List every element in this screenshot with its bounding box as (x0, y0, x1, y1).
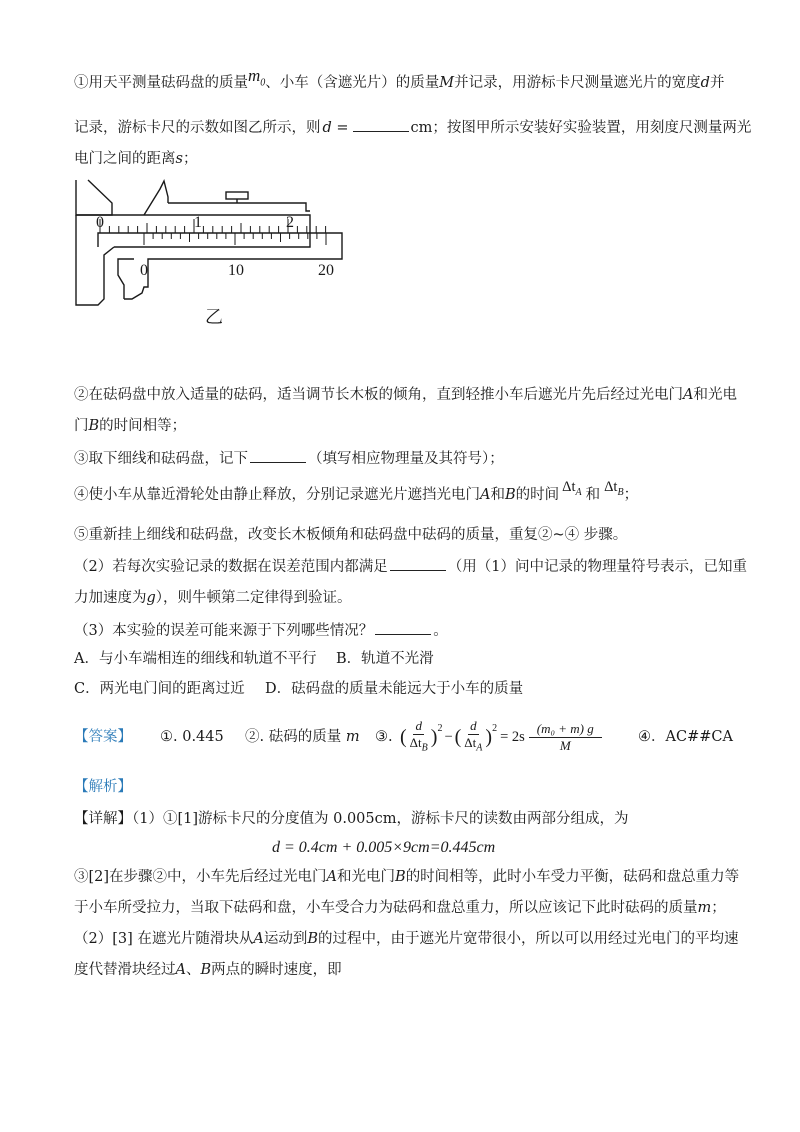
text: cm；按图甲所示安装好实验装置，用刻度尺测量两光 (410, 120, 752, 136)
q2-line2 (74, 588, 352, 608)
answer-blank (250, 448, 306, 463)
answer-blank (353, 117, 409, 132)
vernier-scale-label: 10 (228, 262, 244, 279)
sub: B (421, 742, 428, 754)
B-symbol: B (504, 487, 516, 503)
A-symbol: A (175, 962, 186, 978)
num: (m₀ + m) g (529, 721, 602, 738)
text: 两点的瞬时速度，即 (211, 962, 342, 978)
A-symbol: A (683, 387, 694, 403)
detail-tag: 【详解】 (74, 811, 132, 827)
B-symbol: B (200, 962, 212, 978)
frac-d-dtA (462, 718, 484, 757)
main-scale-label: 2 (286, 214, 294, 231)
text: ②在砝码盘中放入适量的砝码，适当调节长木板的倾角，直到轻推小车后遮光片先后经过光电门 (74, 387, 683, 403)
step3 (74, 448, 504, 469)
text: ； (711, 900, 726, 916)
B-symbol: B (395, 869, 406, 885)
sub: B (617, 486, 624, 498)
text: 的过程中，由于遮光片宽带很小，所以可以用经过光电门的平均速 (318, 931, 739, 947)
text: ），则牛顿第二定律得到验证。 (155, 590, 352, 606)
text: （1）①[1]游标卡尺的分度值为 0.005cm，游标卡尺的读数由两部分组成，为 (132, 811, 629, 827)
text: （填写相应物理量及其符号）； (308, 451, 504, 467)
text: 记录，游标卡尺的示数如图乙所示，则 (74, 120, 321, 136)
answer-1: ①. 0.445 (160, 729, 224, 745)
num: d (470, 717, 477, 733)
text: 的时间相等，此时小车受力平衡，砝码和盘总重力等 (405, 869, 740, 885)
detail-line2 (74, 867, 739, 887)
step4 (74, 479, 639, 511)
A-symbol: A (253, 931, 264, 947)
sub: A (476, 742, 483, 754)
main-scale-label: 1 (194, 214, 202, 231)
text: 和光电门 (337, 869, 396, 885)
sub: A (575, 486, 582, 498)
dt: Δt (604, 479, 618, 495)
B-symbol: B (307, 931, 319, 947)
text: 并 (709, 75, 725, 91)
detail-line1 (74, 809, 629, 829)
text: （2）若每次实验记录的数据在误差范围内都满足 (74, 559, 388, 575)
text: 和 (585, 487, 601, 503)
analysis-tag: 【解析】 (74, 779, 132, 795)
d-equals: d = (322, 120, 349, 136)
text: ③[2]在步骤②中，小车先后经过光电门 (74, 869, 327, 885)
q3-option-A: A．与小车端相连的细线和轨道不平行 (74, 651, 317, 667)
text: 的时间相等； (99, 418, 187, 434)
m0-symbol (248, 66, 266, 89)
main-scale-label: 0 (96, 214, 104, 231)
text: 电门之间的距离 (74, 151, 176, 167)
dt: Δt (562, 479, 576, 495)
q3-stem (74, 620, 448, 641)
detail-line5 (74, 960, 342, 980)
vernier-scale-label: 0 (140, 262, 148, 279)
text: ； (623, 487, 639, 503)
text: 门 (74, 418, 89, 434)
detail-line3 (74, 898, 726, 918)
text: 并记录，用游标卡尺测量遮光片的宽度 (454, 75, 701, 91)
answer-3-label: ③. (375, 729, 393, 745)
text: ③取下细线和砝码盘，记下 (74, 451, 248, 467)
text: ； (182, 151, 198, 167)
q3-option-C: C．两光电门间的距离过近 (74, 681, 245, 697)
answer-2 (245, 727, 360, 747)
step1-line2 (74, 117, 751, 138)
m-symbol: m (697, 900, 712, 916)
detail-line4 (74, 929, 739, 949)
delta-tA (562, 479, 582, 498)
text: （2）[3] 在遮光片随滑块从 (74, 931, 254, 947)
step2-line1 (74, 385, 737, 405)
delta-tB (604, 479, 624, 498)
text: 、 (185, 962, 201, 978)
q2-line1 (74, 556, 747, 577)
m-symbol: m (345, 729, 360, 745)
figure-caption: 乙 (205, 307, 223, 327)
eq-text: = 2s (500, 729, 525, 745)
num: d (415, 717, 422, 733)
text: 。 (433, 623, 448, 639)
text: 于小车所受拉力，当取下砝码和盘，小车受合力为砝码和盘总重力，所以应该记下此时砝码的质量 (74, 900, 698, 916)
frac-mass (529, 721, 602, 754)
text: 度代替滑块经过 (74, 962, 176, 978)
dt: Δt (464, 734, 477, 750)
d-symbol: d (700, 75, 710, 91)
text: 和光电 (693, 387, 737, 403)
text: 、小车（含遮光片）的质量 (265, 75, 440, 91)
text: ②. 砝码的质量 (245, 729, 342, 745)
vernier-caliper-figure (74, 175, 394, 335)
g-symbol: g (146, 590, 156, 606)
den: M (559, 737, 571, 753)
q3-option-B: B．轨道不光滑 (336, 651, 434, 667)
text: 运动到 (263, 931, 308, 947)
answer-tag: 【答案】 (74, 729, 132, 745)
M-symbol: M (439, 75, 455, 91)
answer-3-formula: ( $\frac{d}{\Delta t_B}$ ) $^2$ − ( $\frac{d}{\Delta t_A}$ ) $^2$ = 2s $\frac{\text{(m₀ + m) g}}{M}$ (400, 708, 603, 766)
m-sub: 0 (260, 77, 266, 89)
A-symbol: A (326, 869, 338, 885)
text: 的时间 (515, 487, 560, 503)
dt: Δt (409, 734, 422, 750)
step5: ⑤重新挂上细线和砝码盘，改变长木板倾角和砝码盘中砝码的质量，重复②~④ 步骤。 (74, 527, 628, 543)
A-symbol: A (480, 487, 491, 503)
m-letter: m (248, 66, 261, 85)
step2-line2 (74, 416, 186, 436)
step1-line1 (74, 66, 725, 99)
B-symbol: B (88, 418, 100, 434)
detail-equation: d = 0.4cm + 0.005×9cm=0.445cm (272, 839, 496, 856)
text: 和 (490, 487, 505, 503)
text: 力加速度为 (74, 590, 147, 606)
text: ④使小车从靠近滑轮处由静止释放，分别记录遮光片遮挡光电门 (74, 487, 480, 503)
s-symbol: s (175, 151, 183, 167)
q3-option-D: D．砝码盘的质量未能远大于小车的质量 (265, 681, 524, 697)
text: ①用天平测量砝码盘的质量 (74, 75, 248, 91)
answer-blank (390, 556, 446, 571)
vernier-scale-label: 20 (318, 262, 334, 279)
step1-line3 (74, 149, 197, 169)
answer-blank (375, 620, 431, 635)
frac-d-dtB (408, 718, 430, 757)
text: （3）本实验的误差可能来源于下列哪些情况？ (74, 623, 374, 639)
text: （用（1）问中记录的物理量符号表示，已知重 (447, 559, 747, 575)
answer-4: ④．AC##CA (638, 729, 733, 745)
